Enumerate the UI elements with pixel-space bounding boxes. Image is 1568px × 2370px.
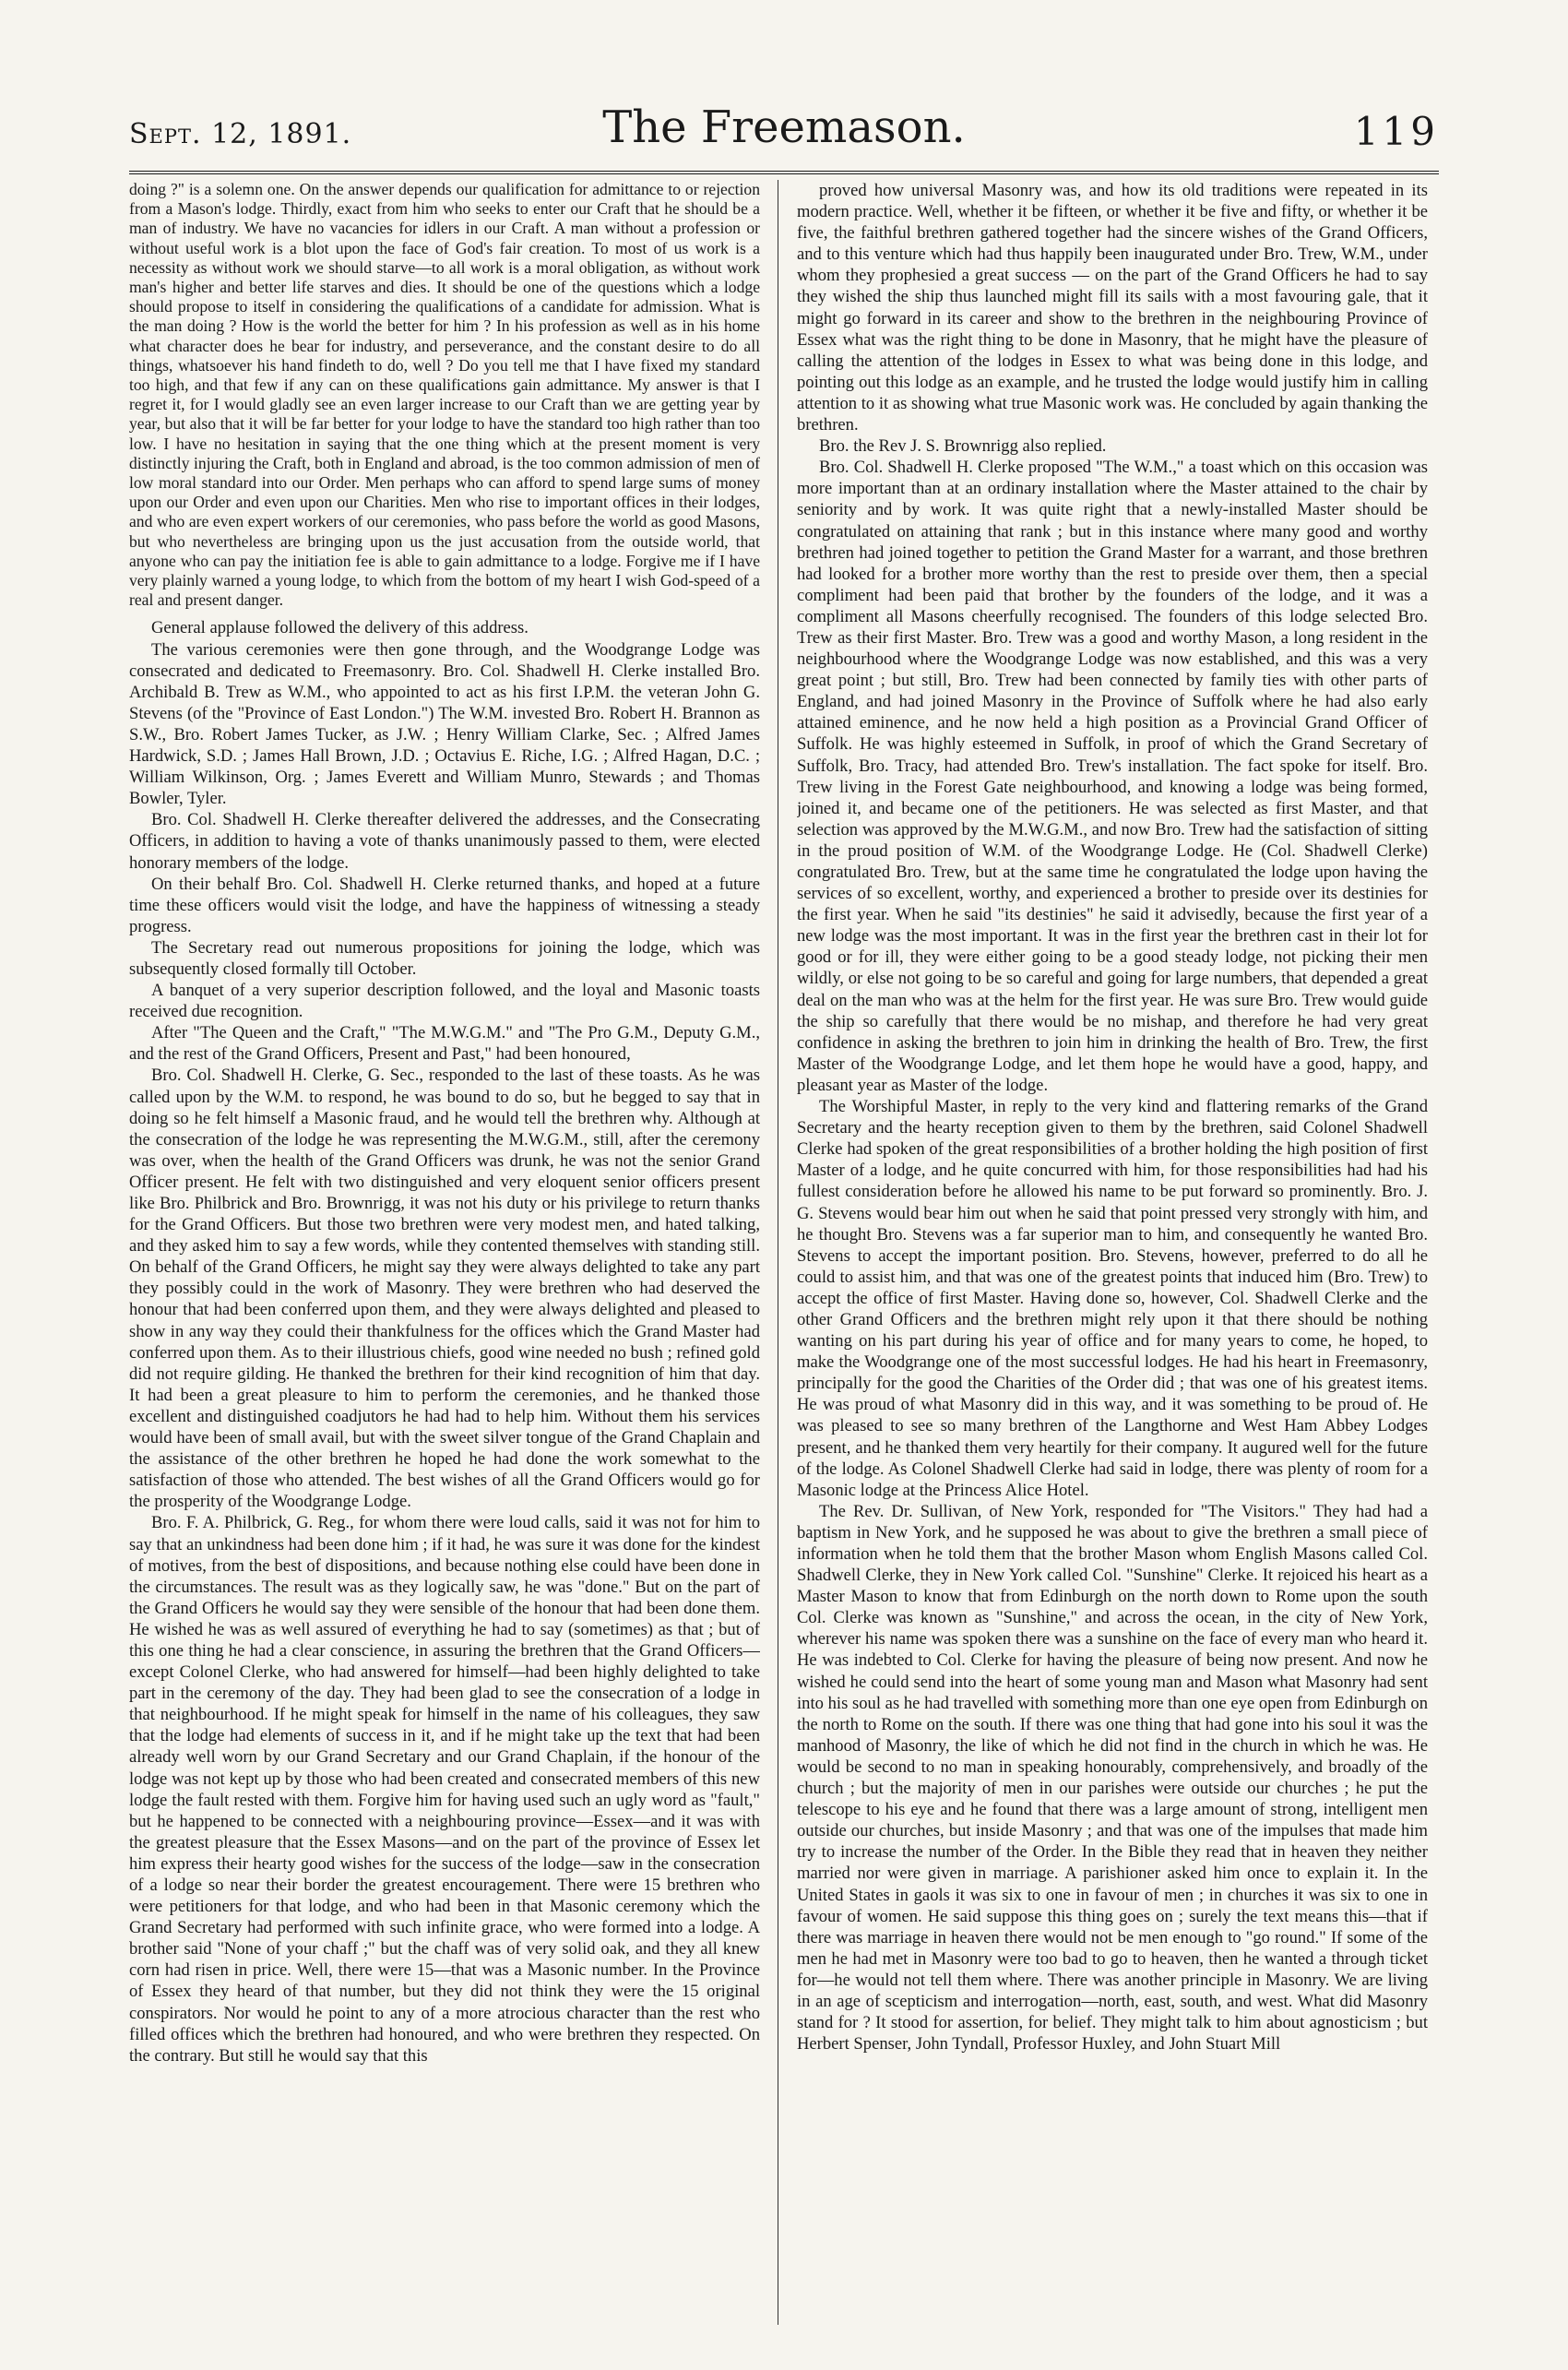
article-paragraph: A banquet of a very superior description followed, and the loyal and Masonic toasts received due recognition. xyxy=(129,981,760,1022)
masthead xyxy=(129,101,1439,166)
article-paragraph: The Worshipful Master, in reply to the very kind and flattering remarks of the Grand Secretary and the hearty reception given to them by the brethren, said Colonel Shadwell Clerke had spoken of the great responsibilities of a brother holding the high position of first Master of a lodge, and he quite concurred with him, for those responsibilities had had his fullest consideration before he allowed his name to be put forward so prominently. Bro. J. G. Stevens would bear him out when he said that point pressed very strongly with him, and he thought Bro. Stevens was a far superior man to him, and consequently he wanted Bro. Stevens to accept the important position. Bro. Stevens, however, preferred to do all he could to assist him, and that was one of the greatest points that induced him (Bro. Trew) to accept the office of first Master. Having done so, however, Col. Shadwell Clerke and the other Grand Officers and the brethren might rely upon it that there should be nothing wanting on his part during his year of office and for many years to come, he hoped, to make the Woodgrange one of the most successful lodges. He had his heart in Freemasonry, principally for the good the Charities of the Order did ; that was one of his greatest items. He was proud of what Masonry did in this way, and it was something to be proud of. He was pleased to see so many brethren of the Langthorne and West Ham Abbey Lodges present, and he thanked them very heartily for their company. It augured well for the future of the lodge. As Colonel Shadwell Clerke had said in lodge, there was plenty of room for a Masonic lodge at the Princess Alice Hotel. xyxy=(797,1097,1428,1500)
article-paragraph: Bro. F. A. Philbrick, G. Reg., for whom there were loud calls, said it was not for him to say that an unkindness had been done him ; if it had, he was sure it was done for the kindest of motives, from the best of dispositions, and because nothing else could have been done in the circumstances. The result was as they logically saw, he was "done." But on the part of the Grand Officers he would say they were sensible of the honour that had been done them. He wished he was as well assured of everything he had to say (sometimes) as that ; but of this one thing he had a clear conscience, in assuring the brethren that the Grand Officers—except Colonel Clerke, who had answered for himself—had been highly delighted to take part in the ceremony of the day. They had been glad to see the consecration of a lodge in that neighbourhood. If he might speak for himself in the name of his colleagues, they saw that the lodge had elements of success in it, and if he might take up the text that had been already well worn by our Grand Secretary and our Grand Chaplain, if the honour of the lodge was not kept up by those who had been created and consecrated members of this new lodge the fault rested with them. Forgive him for having used such an ugly word as "fault," but he happened to be connected with a neighbouring province—Essex—and it was with the greatest pleasure that the Essex Masons—and on the part of the province of Essex let him express their hearty good wishes for the success of the lodge—saw in the consecration of a lodge so near their border the greatest encouragement. There were 15 brethren who were petitioners for that lodge, and who had been in that Masonic ceremony which the Grand Secretary had performed with such infinite grace, who were formed into a lodge. A brother said "None of your chaff ;" but the chaff was of very solid oak, and they all knew corn had risen in price. Well, there were 15—that was a Masonic number. In the Province of Essex they heard of that number, but they did not think they were the 15 original conspirators. Nor would he point to any of a more atrocious character than the rest who filled offices which the brethren had honoured, and who were brethren they respected. On the contrary. But still he would say that this xyxy=(129,1513,760,2066)
article-paragraph: Bro. Col. Shadwell H. Clerke, G. Sec., responded to the last of these toasts. As he was called upon by the W.M. to respond, he was bound to do so, but he begged to say that in doing so he felt himself a Masonic fraud, and he would tell the brethren why. Although at the consecration of the lodge he was representing the M.W.G.M., still, after the ceremony was over, when the health of the Grand Officers was drunk, he was not the senior Grand Officer present. He felt with two distinguished and very eloquent senior officers present like Bro. Philbrick and Bro. Brownrigg, it was not his duty or his privilege to return thanks for the Grand Officers. But those two brethren were very modest men, and hated talking, and they asked him to say a few words, while they contented themselves with standing still. On behalf of the Grand Officers, he might say they were always delighted to take any part they possibly could in the work of Masonry. They were brethren who had deserved the honour that had been conferred upon them, and they were always delighted and pleased to show in any way they could their thankfulness for the offices which the Grand Master had conferred upon them. As to their illustrious chiefs, good wine needed no bush ; refined gold did not require gilding. He thanked the brethren for their kind recognition of him that day. It had been a great pleasure to him to perform the ceremonies, and he thanked those excellent and distinguished coadjutors he had had to help him. Without them his services would have been of small avail, but with the sweet silver tongue of the Grand Chaplain and the assistance of the other brethren he hoped he had done the work somewhat to the satisfaction of those who attended. The best wishes of all the Grand Officers would go for the prosperity of the Woodgrange Lodge. xyxy=(129,1066,760,1512)
article-paragraph: Bro. the Rev J. S. Brownrigg also replied. xyxy=(819,436,1107,457)
article-paragraph: The Rev. Dr. Sullivan, of New York, responded for "The Visitors." They had had a baptism in New York, and he supposed he was about to give the brethren a small piece of information when he told them that the brother Mason whom English Masons called Col. Shadwell Clerke, they in New York called Col. "Sunshine" Clerke. It rejoiced his heart as a Master Mason to know that from Edinburgh on the north down to Rome upon the south Col. Clerke was known as "Sunshine," and across the ocean, in the city of New York, wherever his name was spoken there was a sunshine on the face of every man who heard it. He was indebted to Col. Clerke for having the pleasure of being now present. And now he wished he could send into the heart of some young man and Mason what Masonry had sent into his soul as he had travelled with something more than one eye open from Edinburgh on the north to Rome on the south. If there was one thing that had gone into his soul it was the manhood of Masonry, the like of which he did not find in the church in which he was. He would be second to no man in speaking honourably, comprehensively, and broadly of the church ; but the majority of men in our parishes were outside our churches ; he put the telescope to his eye and he found that there was a large amount of strong, intelligent men outside our churches, but inside Masonry ; and that was one of the impulses that made him try to increase the number of the Order. In the Bible they read that in heaven they neither married nor were given in marriage. A parishioner asked him once to explain it. In the United States in gaols it was six to one in favour of men ; in churches it was six to one in favour of women. He said suppose this thing goes on ; surely the text means this—that if there was marriage in heaven there would not be men enough to "go round." If some of the men he had met in Masonry were too bad to go to heaven, then he wanted a through ticket for—he would not tell them where. There was another principle in Masonry. We are living in an age of scepticism and interrogation—north, east, south, and west. What did Masonry stand for ? It stood for assertion, for belief. They might talk to him about agnosticism ; but Herbert Spenser, John Tyndall, Professor Huxley, and John Stuart Mill xyxy=(797,1501,1428,2054)
article-paragraph: General applause followed the delivery of this address. xyxy=(151,618,529,638)
article-paragraph: The Secretary read out numerous propositions for joining the lodge, which was subsequently closed formally till October. xyxy=(129,937,760,979)
article-paragraph: The various ceremonies were then gone through, and the Woodgrange Lodge was consecrated and dedicated to Freemasonry. Bro. Col. Shadwell H. Clerke installed Bro. Archibald B. Trew as W.M., who appointed to act as his first I.P.M. the veteran John G. Stevens (of the "Province of East London.") The W.M. invested Bro. Robert H. Brannon as S.W., Bro. Robert James Tucker, as J.W. ; Henry William Clarke, Sec. ; Alfred James Hardwick, S.D. ; James Hall Brown, J.D. ; Octavius E. Riche, I.G. ; Alfred Hagan, D.C. ; William Wilkinson, Org. ; James Everett and William Munro, Stewards ; and Thomas Bowler, Tyler. xyxy=(129,639,760,809)
article-paragraph: Bro. Col. Shadwell H. Clerke proposed "The W.M.," a toast which on this occasion was more important than at an ordinary installation where the Master attained to the chair by seniority and by work. It was quite right that a newly-installed Master should be congratulated on attaining that rank ; but in this instance where many good and worthy brethren had joined together to petition the Grand Master for a warrant, and those brethren had looked for a brother more worthy than the rest to preside over them, then a special compliment had been paid that brother by the founders of the lodge, and it was a compliment all Masons cheerfully recognised. The founders of this lodge selected Bro. Trew as their first Master. Bro. Trew was a good and worthy Mason, a long resident in the neighbourhood where the Woodgrange Lodge was now established, and this was a very great point ; but still, Bro. Trew had been connected by family ties with other parts of England, and had joined Masonry in the Province of Suffolk where he had also early attained eminence, and he now held a high position as a Provincial Grand Officer of Suffolk. He was highly esteemed in Suffolk, in proof of which the Grand Secretary of Suffolk, Bro. Tracy, had attended Bro. Trew's installation. The fact spoke for itself. Bro. Trew living in the Forest Gate neighbourhood, and knowing a lodge was being formed, joined it, and became one of the petitioners. He was selected as first Master, and that selection was approved by the M.W.G.M., and now Bro. Trew had the satisfaction of sitting in the proud position of W.M. of the Woodgrange Lodge. He (Col. Shadwell Clerke) congratulated Bro. Trew, but at the same time he congratulated the lodge upon having the services of so excellent, worthy, and experienced a brother to preside over its destinies for the first year. When he said "its destinies" he said it advisedly, because the first year of a new lodge was the most important. It was in the first year the brethren cast in their lot for good or for ill, they were either going to be a good steady lodge, not picking their men wildly, or else not going to be so careful and going for large numbers, that depended a great deal on the man who was at the helm for the first year. He was sure Bro. Trew would guide the ship so carefully that there would be no mishap, and therefore he had very great confidence in asking the brethren to join him in drinking the health of Bro. Trew, the first Master of the Woodgrange Lodge, and let them hope he would have a good, happy, and pleasant year as Master of the lodge. xyxy=(797,458,1428,1095)
header-rule xyxy=(129,171,1439,174)
article-paragraph: proved how universal Masonry was, and how its old traditions were repeated in its modern practice. Well, whether it be fifteen, or whether it be five and fifty, or whether it be five, the faithful brethren gathered together had the sincere wishes of the Grand Officers, and to this venture which had thus happily been inaugurated under Bro. Trew, W.M., under whom they prophesied a great success — on the part of the Grand Officers he had to say they wished the ship thus launched might fill its sails with a most favouring gale, that it might go forward in its career and show to the brethren in the neighbouring Province of Essex what was the right thing to be done in Masonry, that he might have the pleasure of calling the attention of the lodges in Essex to what was being done in this lodge, and pointing out this lodge as an example, and he trusted the lodge would justify him in calling attention to it as showing what true Masonic work was. He concluded by again thanking the brethren. xyxy=(797,181,1428,435)
article-paragraph: Bro. Col. Shadwell H. Clerke thereafter delivered the addresses, and the Consecrating Officers, in addition to having a vote of thanks unanimously passed to them, were elected honorary members of the lodge. xyxy=(129,810,760,873)
left-column xyxy=(129,180,760,2329)
article-paragraph: On their behalf Bro. Col. Shadwell H. Clerke returned thanks, and hoped at a future time these officers would visit the lodge, and have the happiness of witnessing a steady progress. xyxy=(129,874,760,936)
page-number: 119 xyxy=(1353,109,1439,154)
newspaper-title: The Freemason. xyxy=(602,101,966,153)
issue-date: Sept. 12, 1891. xyxy=(129,118,352,150)
article-paragraph: After "The Queen and the Craft," "The M.W.G.M." and "The Pro G.M., Deputy G.M., and the rest of the Grand Officers, Present and Past," had been honoured, xyxy=(129,1023,760,1065)
address-paragraph: doing ?" is a solemn one. On the answer depends our qualification for admittance to or rejection from a Mason's lodge. Thirdly, exact from him who seeks to enter our Craft that he should be a man of industry. We have no vacancies for idlers in our Craft. A man without a profession or without useful work is a blot upon the face of God's fair creation. To most of us work is a necessity as without work we should starve—to all work is a moral obligation, as without work man's higher and better life starves and dies. It should be one of the questions which a lodge should propose to itself in considering the qualifications of a candidate for admission. What is the man doing ? How is the world the better for him ? In his profession as well as in his home what character does he bear for industry, and perseverance, and the constant desire to do all things, whatsoever his hand findeth to do, well ? Do you tell me that I have fixed my standard too high, and that few if any can on these qualifications gain admittance. My answer is that I regret it, for I would gladly see an even larger increase to our Craft than we are getting year by year, but also that it will be far better for your lodge to have the standard too high rather than too low. I have no hesitation in saying that the one thing which at the present moment is very distinctly injuring the Craft, both in England and abroad, is the too common admission of men of low moral standard into our Order. Men perhaps who can afford to spend large sums of money upon our Order and even upon our Charities. Men who rise to important offices in their lodges, and who are even expert workers of our ceremonies, who pass before the world as good Masons, but who nevertheless are bringing upon us the just accusation from the outside world, that anyone who can pay the initiation fee is able to gain admittance to a lodge. Forgive me if I have very plainly warned a young lodge, to which from the bottom of my heart I wish God-speed of a real and present danger. xyxy=(129,180,760,610)
right-column xyxy=(797,180,1428,2329)
